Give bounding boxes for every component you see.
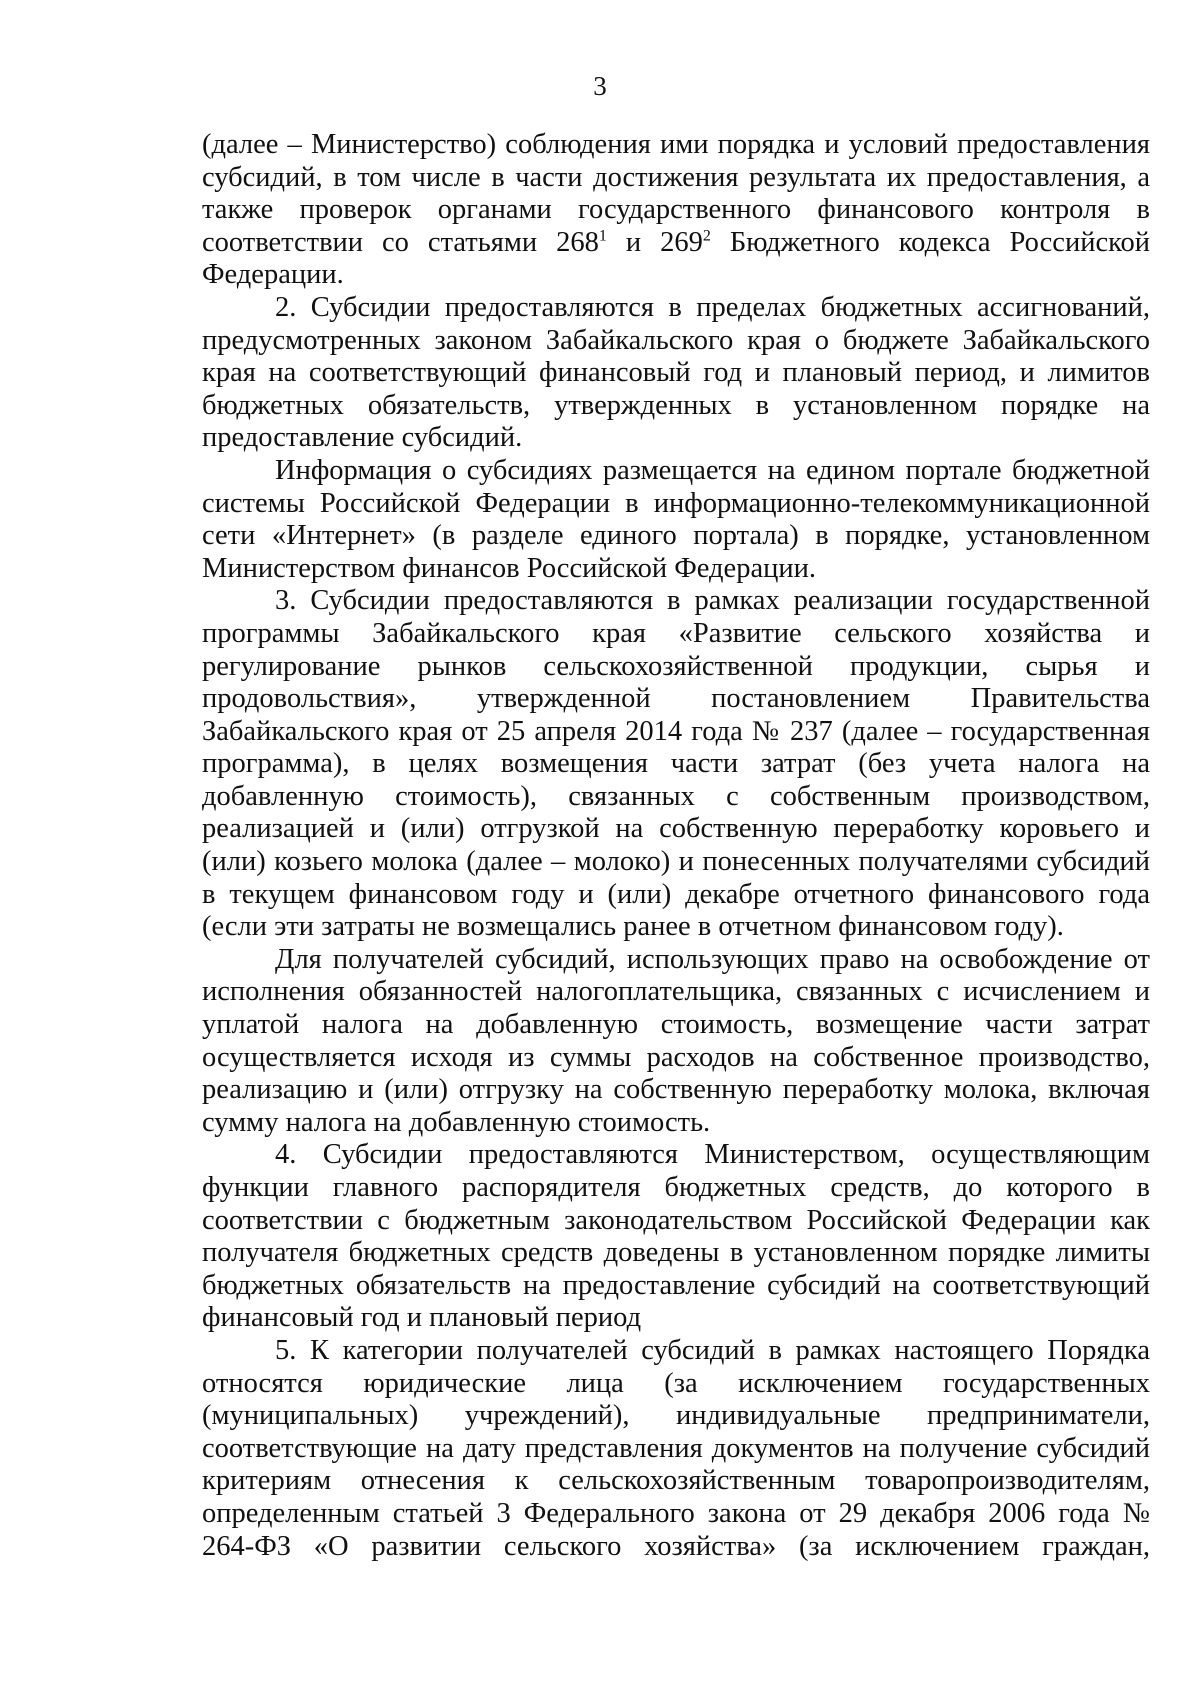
page-number: 3: [593, 71, 607, 101]
paragraph-clause-5: 5. К категории получателей субсидий в рамках настоящего Порядка относятся юридические лица (за исключением государственных (муниципальных) учреждений), индивидуальные предприниматели, соответствующие на дату представления документов на получение субсидий критериям отнесения к сельскохозяйственным товаропроизводителям, определенным статьей 3 Федерального закона от 29 декабря 2006 года № 264-ФЗ «О развитии сельского хозяйства» (за исключением граждан,: [202, 1334, 1150, 1562]
paragraph-text: Бюджетного кодекса Российской Федерации.: [202, 226, 1150, 291]
paragraph-text: и 269: [606, 226, 703, 258]
document-body: [202, 129, 1150, 1563]
paragraph-clause-4: 4. Субсидии предоставляются Министерством, осуществляющим функции главного распорядителя бюджетных средств, до которого в соответствии с бюджетным законодательством Российской Федерации как получателя бюджетных средств доведены в установленном порядке лимиты бюджетных обязательств на предоставление субсидий на соответствующий финансовый год и плановый период: [202, 1139, 1150, 1334]
paragraph-clause-2: 2. Субсидии предоставляются в пределах бюджетных ассигнований, предусмотренных законом Забайкальского края о бюджете Забайкальского края на соответствующий финансовый год и плановый период, и лимитов бюджетных обязательств, утвержденных в установленном порядке на предоставление субсидий.: [202, 291, 1150, 454]
paragraph-subsidy-info: Информация о субсидиях размещается на едином портале бюджетной системы Российской Федерации в информационно-телекоммуникационной сети «Интернет» (в разделе единого портала) в порядке, установленном Министерством финансов Российской Федерации.: [202, 454, 1150, 584]
superscript: 1: [598, 227, 607, 245]
paragraph-vat-exemption: Для получателей субсидий, использующих право на освобождение от исполнения обязанностей налогоплательщика, связанных с исчислением и уплатой налога на добавленную стоимость, возмещение части затрат осуществляется исходя из суммы расходов на собственное производство, реализацию и (или) отгрузку на собственную переработку молока, включая сумму налога на добавленную стоимость.: [202, 943, 1150, 1138]
paragraph-text: (далее – Министерство) соблюдения ими порядка и условий предоставления субсидий, в том числе в части достижения результата их предоставления, а также проверок органами государственного финансового контроля в соответствии со статьями 268: [202, 129, 1150, 258]
paragraph-clause-3: 3. Субсидии предоставляются в рамках реализации государственной программы Забайкальского края «Развитие сельского хозяйства и регулирование рынков сельскохозяйственной продукции, сырья и продовольствия», утвержденной постановлением Правительства Забайкальского края от 25 апреля 2014 года № 237 (далее – государственная программа), в целях возмещения части затрат (без учета налога на добавленную стоимость), связанных с собственным производством, реализацией и (или) отгрузкой на собственную переработку коровьего и (или) козьего молока (далее – молоко) и понесенных получателями субсидий в текущем финансовом году и (или) декабре отчетного финансового года (если эти затраты не возмещались ранее в отчетном финансовом году).: [202, 585, 1150, 943]
paragraph-continuation: [202, 129, 1150, 292]
superscript: 2: [702, 227, 711, 245]
